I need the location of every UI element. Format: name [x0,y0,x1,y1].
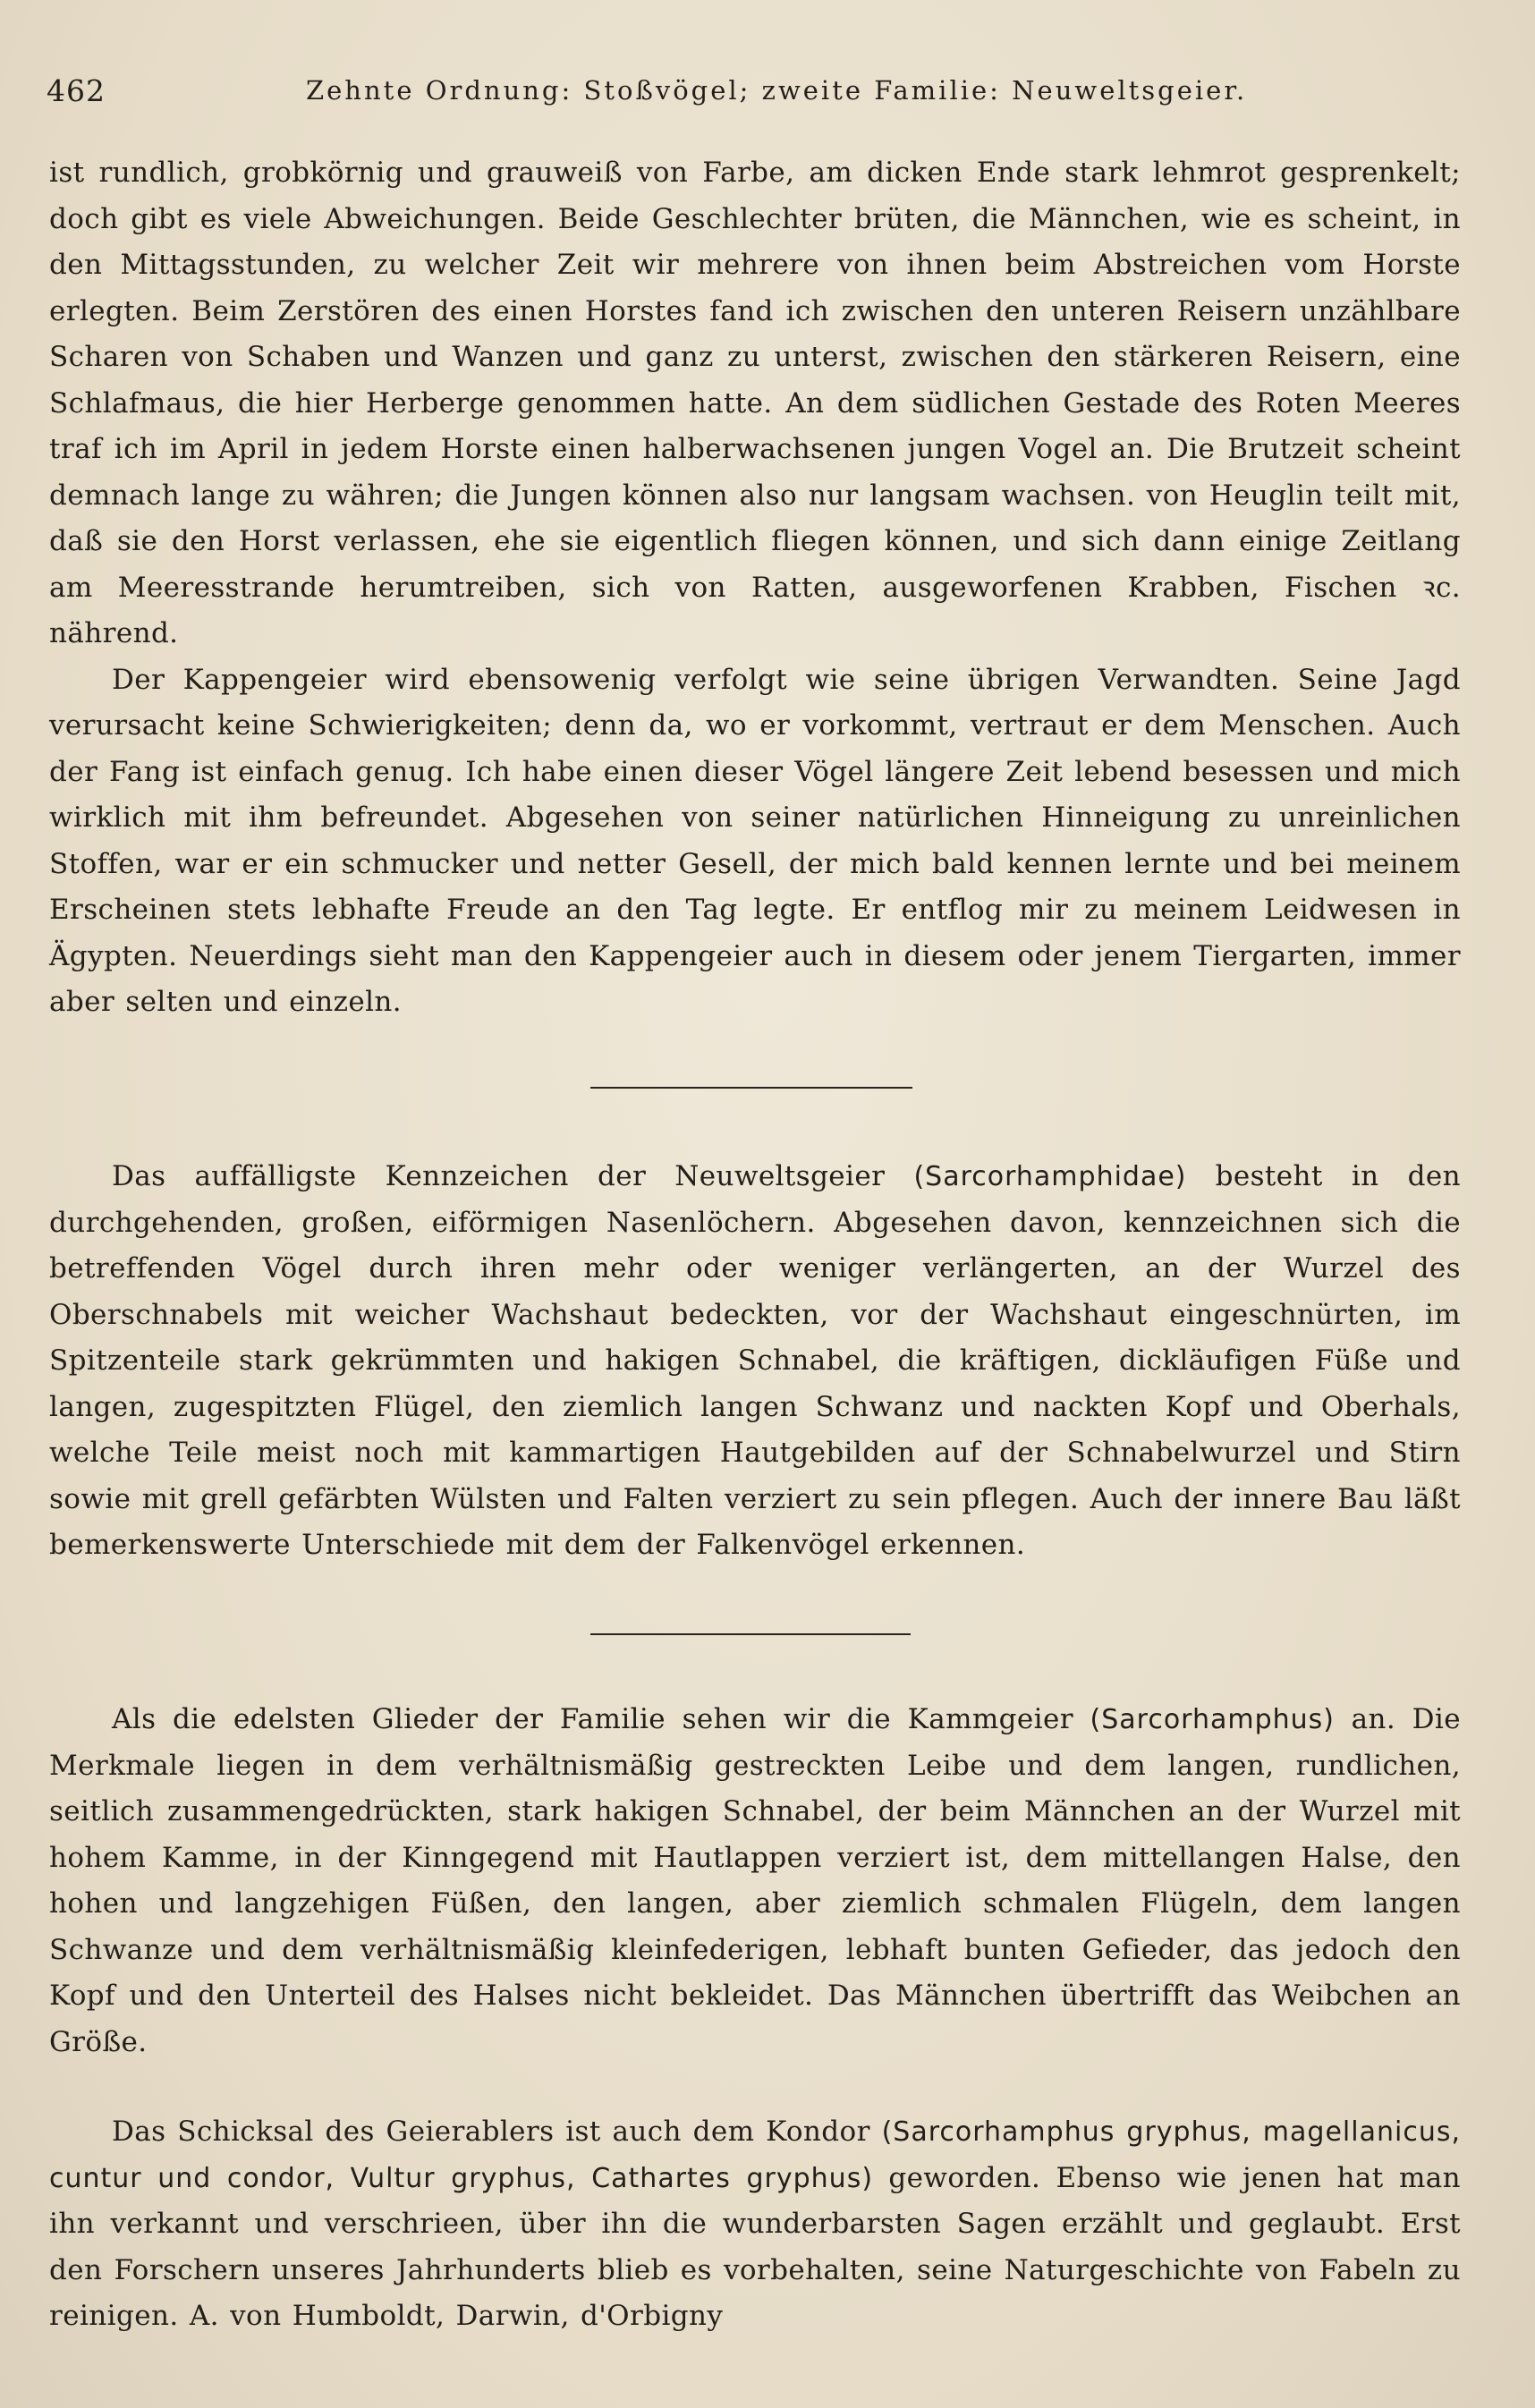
latin-name: (Sarcorhamphidae) [913,1161,1187,1192]
paragraph-intro: Das Schicksal des Geierablers ist auch dem Kondor [112,2115,870,2148]
section-neuweltsgeier [49,1154,1461,1569]
section-divider [590,1087,912,1089]
paragraph: ist rundlich, grobkörnig und grauweiß von Farbe, am dicken Ende stark lehmrot gesprenkelt; doch gibt es viele Abweichungen. Beide Geschlechter brüten, die Männchen, wie es scheint, in den Mittagsstunden, zu welcher Zeit wir mehrere von ihnen beim Abstreichen vom Horste erlegten. Beim Zerstören des einen Horstes fand ich zwischen den unteren Reisern unzählbare Scharen von Schaben und Wanzen und ganz zu unterst, zwischen den stärkeren Reisern, eine Schlafmaus, die hier Herberge genommen hatte. An dem südlichen Gestade des Roten Meeres traf ich im April in jedem Horste einen halberwachsenen jungen Vogel an. Die Brutzeit scheint demnach lange zu währen; die Jungen können also nur langsam wachsen. von Heuglin teilt mit, daß sie den Horst verlassen, ehe sie eigentlich fliegen können, und sich dann einige Zeitlang am Meeresstrande herumtreiben, sich von Ratten, ausgeworfenen Krabben, Fischen ꝛc. nährend. [49,157,1461,649]
paragraph [49,1697,1461,2065]
section-divider [590,1633,911,1635]
latin-name: (Sarcorhamphus) [1090,1704,1336,1735]
paragraph [49,1154,1461,1569]
paragraph-intro: Als die edelsten Glieder der Familie sehen wir die Kammgeier [112,1703,1073,1735]
paragraph-rest: geworden. Ebenso wie jenen hat man ihn verkannt und verschrieen, über ihn die wunderbarsten Sagen erzählt und geglaubt. Erst den Forschern unseres Jahrhunderts blieb es vorbehalten, seine Naturgeschichte von Fabeln zu reinigen. A. von Humboldt, Darwin, d'Orbigny [49,2161,1461,2332]
paragraph: Der Kappengeier wird ebensowenig verfolgt wie seine übrigen Verwandten. Seine Jagd verursacht keine Schwierigkeiten; denn da, wo er vorkommt, vertraut er dem Menschen. Auch der Fang ist einfach genug. Ich habe einen dieser Vögel längere Zeit lebend besessen und mich wirklich mit ihm befreundet. Abgesehen von seiner natürlichen Hinneigung zu unreinlichen Stoffen, war er ein schmucker und netter Gesell, der mich bald kennen lernte und bei meinem Erscheinen stets lebhafte Freude an den Tag legte. Er entflog mir zu meinem Leidwesen in Ägypten. Neuerdings sieht man den Kappengeier auch in diesem oder jenem Tiergarten, immer aber selten und einzeln. [49,663,1461,1018]
latin-name: (Sarcorhamphus gryphus, magellanicus, cuntur und condor, Vultur gryphus, Cathartes gryphus) [49,2116,1461,2194]
paragraph-rest: besteht in den durchgehenden, großen, eiförmigen Nasenlöchern. Abgesehen davon, kennzeichnen sich die betreffenden Vögel durch ihren mehr oder weniger verlängerten, an der Wurzel des Oberschnabels mit weicher Wachshaut bedeckten, vor der Wachshaut eingeschnürten, im Spitzenteile stark gekrümmten und hakigen Schnabel, die kräftigen, dickläufigen Füße und langen, zugespitzten Flügel, den ziemlich langen Schwanz und nackten Kopf und Oberhals, welche Teile meist noch mit kammartigen Hautgebilden auf der Schnabelwurzel und Stirn sowie mit grell gefärbten Wülsten und Falten verziert zu sein pflegen. Auch der innere Bau läßt bemerkenswerte Unterschiede mit dem der Falkenvögel erkennen. [49,1160,1461,1561]
section-kondor [49,2109,1461,2340]
section-kammgeier [49,1697,1461,2065]
paragraph-rest: an. Die Merkmale liegen in dem verhältnismäßig gestreckten Leibe und dem langen, rundlichen, seitlich zusammengedrückten, stark hakigen Schnabel, der beim Männchen an der Wurzel mit hohem Kamme, in der Kinngegend mit Hautlappen verziert ist, dem mittellangen Halse, den hohen und langzehigen Füßen, den langen, aber ziemlich schmalen Flügeln, dem langen Schwanze und dem verhältnismäßig kleinfederigen, lebhaft bunten Gefieder, das jedoch den Kopf und den Unterteil des Halses nicht bekleidet. Das Männchen übertrifft das Weibchen an Größe. [49,1703,1461,2058]
page-number: 462 [47,73,106,108]
paragraph-intro: Das auffälligste Kennzeichen der Neuweltsgeier [112,1160,886,1192]
page-header [47,73,1478,120]
section-kappengeier [49,150,1461,1026]
running-title: Zehnte Ordnung: Stoßvögel; zweite Familie: Neuweltsgeier. [306,75,1248,106]
paragraph [49,2109,1461,2340]
